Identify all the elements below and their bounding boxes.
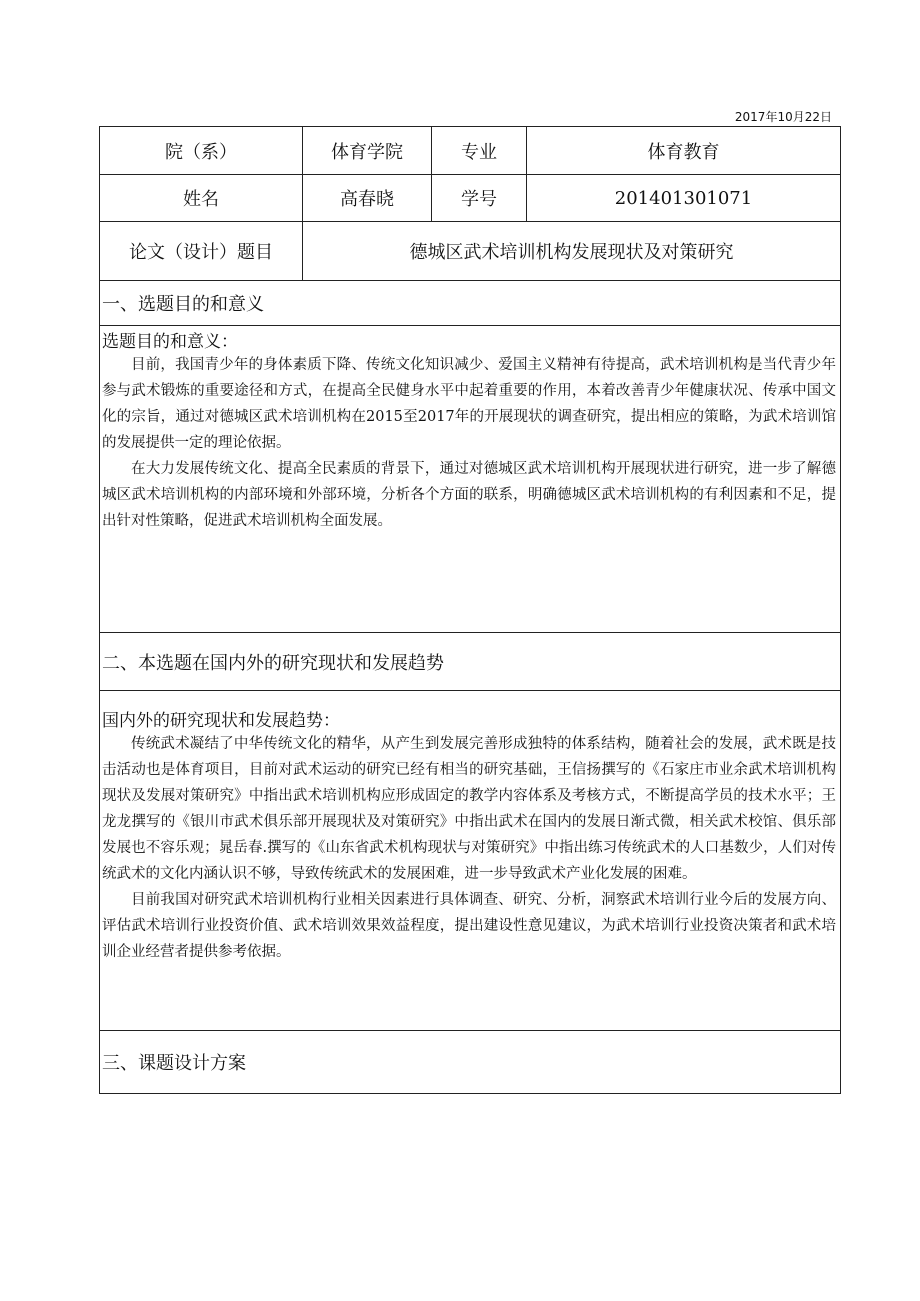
section1-subheading: 选题目的和意义： bbox=[102, 332, 238, 352]
id-value: 201401301071 bbox=[527, 175, 841, 222]
row-title bbox=[100, 222, 841, 281]
major-value: 体育教育 bbox=[527, 127, 841, 175]
row-name bbox=[100, 175, 841, 222]
section2-heading-row bbox=[100, 633, 841, 691]
section1-heading: 一、选题目的和意义 bbox=[100, 281, 841, 326]
proposal-form-table bbox=[99, 126, 841, 1094]
name-value: 高春晓 bbox=[303, 175, 432, 222]
section2-heading: 二、本选题在国内外的研究现状和发展趋势 bbox=[100, 633, 841, 691]
title-label: 论文（设计）题目 bbox=[100, 222, 303, 281]
section2-paragraph-1: 传统武术凝结了中华传统文化的精华，从产生到发展完善形成独特的体系结构，随着社会的发展，武术既是技击活动也是体育项目，目前对武术运动的研究已经有相当的研究基础，王信扬撰写的《石家庄市业余武术培训机构现状及发展对策研究》中指出武术培训机构应形成固定的教学内容体系及考核方式，不断提高学员的技术水平；王龙龙撰写的《银川市武术俱乐部开展现状及对策研究》中指出武术在国内的发展日渐式微，相关武术校馆、俱乐部发展也不容乐观；晁岳春.撰写的《山东省武术机构现状与对策研究》中指出练习传统武术的人口基数少，人们对传统武术的文化内涵认识不够，导致传统武术的发展困难，进一步导致武术产业化发展的困难。 bbox=[102, 736, 836, 882]
section3-heading-row bbox=[100, 1031, 841, 1094]
section1-paragraph-1: 目前，我国青少年的身体素质下降、传统文化知识减少、爱国主义精神有待提高，武术培训机构是当代青少年参与武术锻炼的重要途径和方式，在提高全民健身水平中起着重要的作用，本着改善青少年健康状况、传承中国文化的宗旨，通过对德城区武术培训机构在2015至2017年的开展现状的调查研究，提出相应的策略，为武术培训馆的发展提供一定的理论依据。 bbox=[102, 357, 836, 451]
major-label: 专业 bbox=[432, 127, 527, 175]
section1-paragraph-2: 在大力发展传统文化、提高全民素质的背景下，通过对德城区武术培训机构开展现状进行研究，进一步了解德城区武术培训机构的内部环境和外部环境，分析各个方面的联系，明确德城区武术培训机构的有利因素和不足，提出针对性策略，促进武术培训机构全面发展。 bbox=[102, 461, 836, 529]
section2-body-row bbox=[100, 691, 841, 1031]
id-label: 学号 bbox=[432, 175, 527, 222]
dept-value: 体育学院 bbox=[303, 127, 432, 175]
name-label: 姓名 bbox=[100, 175, 303, 222]
section3-heading: 三、课题设计方案 bbox=[100, 1031, 841, 1094]
section1-body bbox=[100, 326, 841, 633]
section1-heading-row bbox=[100, 281, 841, 326]
section2-subheading: 国内外的研究现状和发展趋势： bbox=[102, 711, 340, 731]
section1-body-row bbox=[100, 326, 841, 633]
row-department bbox=[100, 127, 841, 175]
section2-body bbox=[100, 691, 841, 1031]
dept-label: 院（系） bbox=[100, 127, 303, 175]
title-value: 德城区武术培训机构发展现状及对策研究 bbox=[303, 222, 841, 281]
section2-paragraph-2: 目前我国对研究武术培训机构行业相关因素进行具体调查、研究、分析，洞察武术培训行业今后的发展方向、评估武术培训行业投资价值、武术培训效果效益程度，提出建设性意见建议，为武术培训行业投资决策者和武术培训企业经营者提供参考依据。 bbox=[102, 892, 836, 960]
date-text: 2017年10月22日 bbox=[734, 110, 832, 124]
